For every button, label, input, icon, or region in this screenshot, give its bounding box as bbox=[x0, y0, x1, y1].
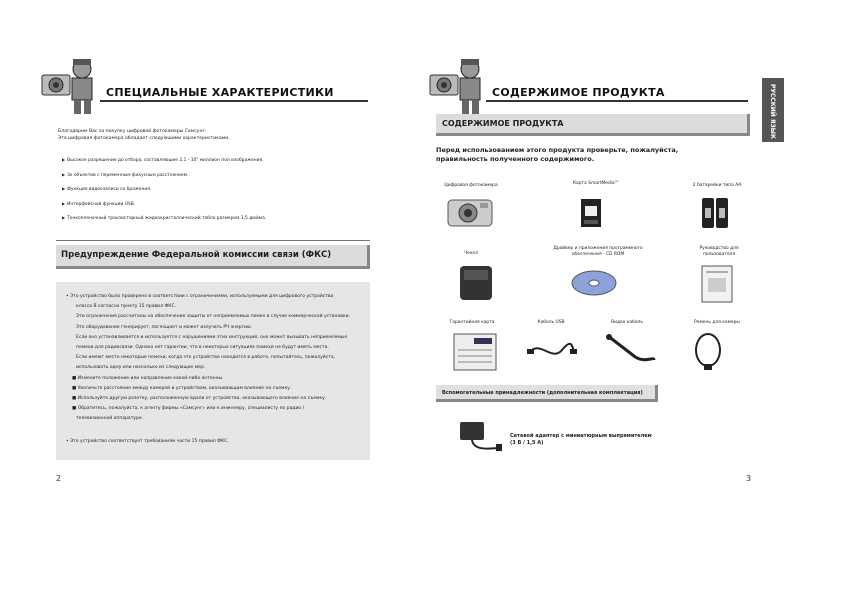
feature-text: Функция видеозаписи со бражения. bbox=[67, 187, 152, 192]
bullet-arrow-icon: ▶ bbox=[62, 171, 66, 177]
list-item bbox=[62, 182, 266, 197]
fcc-line: Это оборудование генерирует, поглощает и может излучать РЧ энергию. bbox=[76, 324, 253, 330]
page-title: СПЕЦИАЛЬНЫЕ ХАРАКТЕРИСТИКИ bbox=[106, 86, 334, 99]
bullet-arrow-icon: ▶ bbox=[62, 200, 66, 206]
cd-icon bbox=[570, 268, 618, 298]
fcc-line: Если имеют место некоторые помехи, когда это устройство находится в работе, попытайтесь, пожалуйста, bbox=[76, 355, 336, 361]
fcc-line: ■ Обратитесь, пожалуйста, к агенту фирмы «Самсунг» или к инженеру, специалисту по радио / bbox=[72, 406, 305, 412]
fcc-heading: Предупреждение Федеральной комиссии связи (ФКС) bbox=[61, 250, 332, 260]
feature-text: Высокое разрешение до отбора, составляющее 2,1 - 10" миллион пол изображения. bbox=[67, 158, 264, 163]
camera-mascot-icon bbox=[40, 55, 102, 117]
intro-line: Благодарим Вас за покупку цифровой фотокамеры Самсунг. bbox=[58, 129, 207, 134]
case-icon bbox=[456, 262, 496, 304]
manual-icon bbox=[700, 264, 734, 304]
language-tab-label: РУССКИЙ ЯЗЫК bbox=[769, 84, 776, 139]
adapter-caption-line: Сетевой адаптер с миниатюрным выпрямителем bbox=[510, 433, 652, 439]
item-caption: Чехол bbox=[464, 251, 478, 256]
contents-heading: СОДЕРЖИМОЕ ПРОДУКТА bbox=[442, 119, 564, 128]
item-caption: Видео кабель bbox=[611, 320, 643, 325]
strap-icon bbox=[690, 330, 726, 372]
item-caption: 2 батарейки типа АА bbox=[692, 183, 742, 188]
bullet-arrow-icon: ▶ bbox=[62, 215, 66, 220]
title-underline bbox=[486, 100, 748, 102]
feature-text: 3x объектив с переменным фокусным расстоянием. bbox=[67, 172, 189, 178]
list-item bbox=[62, 197, 266, 212]
fcc-notice-box bbox=[56, 282, 370, 460]
bullet-dot-icon: • bbox=[66, 294, 71, 299]
bullet-dot-icon: • bbox=[66, 438, 71, 444]
list-item bbox=[62, 168, 266, 183]
bullet-arrow-icon: ▶ bbox=[62, 157, 66, 162]
fcc-line: помехи для радиосвязи. Однако нет гарантии, что в некоторых ситуациях помехи не будут иметь места. bbox=[76, 345, 329, 351]
language-tab bbox=[762, 78, 784, 142]
fcc-line: • Это устройство было проверено в соответствии с ограничениями, используемыми для цифрового устройства bbox=[66, 294, 334, 299]
video-cable-icon bbox=[604, 332, 658, 366]
fcc-line: ■ Увеличьте расстояние между камерой и устройством, оказывающим влияние на съемку. bbox=[72, 385, 292, 391]
item-caption: Руководство для пользователя bbox=[699, 246, 739, 257]
accessories-bar bbox=[436, 385, 658, 402]
adapter-caption bbox=[510, 433, 652, 447]
item-caption: Ремень для камеры bbox=[694, 320, 740, 325]
page-title: СОДЕРЖИМОЕ ПРОДУКТА bbox=[492, 86, 665, 99]
item-caption: Карта SmartMedia™ bbox=[572, 181, 620, 186]
title-underline bbox=[100, 100, 368, 102]
fcc-line: ■ Используйте другую розетку, расположенную вдали от устройства, оказывающего влияние на съемку. bbox=[72, 396, 327, 402]
camera-mascot-icon bbox=[428, 55, 490, 117]
memory-card-icon bbox=[580, 198, 602, 228]
square-bullet-icon: ■ bbox=[72, 385, 78, 391]
fcc-line: ■ Измените положение или направление какой-либо антенны. bbox=[72, 375, 224, 381]
feature-list bbox=[62, 153, 266, 226]
notice-line: Перед использованием этого продукта проверьте, пожалуйста, bbox=[436, 146, 679, 154]
divider bbox=[56, 240, 370, 241]
accessories-heading: Вспомогательные принадлежности (дополнительная комплектация) bbox=[442, 390, 643, 396]
square-bullet-icon: ■ bbox=[72, 396, 78, 402]
fcc-line: использовать одну или несколько из следующих мер. bbox=[76, 365, 206, 371]
item-caption: Гарантийная карта bbox=[449, 320, 495, 325]
square-bullet-icon: ■ bbox=[72, 406, 78, 412]
list-item bbox=[62, 153, 266, 168]
item-caption: Кабель USB bbox=[537, 320, 565, 325]
fcc-final-line: • Это устройство соответствует требованиям части 15 правил ФКС. bbox=[66, 438, 229, 444]
contents-notice bbox=[436, 146, 678, 164]
fcc-line: класса B согласно пункту 15 правил ФКС. bbox=[76, 304, 177, 310]
notice-line: правильность полученного содержимого. bbox=[436, 155, 595, 163]
warranty-card-icon bbox=[452, 332, 498, 372]
feature-text: Интерфейсной функции USB. bbox=[67, 201, 136, 207]
page-number: 3 bbox=[746, 474, 752, 483]
item-caption: Цифровая фотокамера bbox=[444, 183, 498, 188]
feature-text: Тонкопленочный транзисторный жидкокристаллический табло размером 1,5 дюйма. bbox=[67, 216, 267, 221]
fcc-line: Если оно устанавливается и используется с нарушениями этих инструкций, оно может вызывать неприемлемые bbox=[76, 334, 348, 340]
intro-line: Эта цифровая фотокамера обладает следующими характеристиками. bbox=[58, 136, 230, 141]
bullet-arrow-icon: ▶ bbox=[62, 186, 66, 191]
batteries-icon bbox=[700, 196, 730, 230]
page-number: 2 bbox=[56, 474, 62, 483]
camera-icon bbox=[446, 194, 494, 230]
fcc-line: телевизионной аппаратуре. bbox=[76, 416, 144, 422]
adapter-caption-line: (3 В / 1,5 А) bbox=[510, 440, 544, 446]
ac-adapter-icon bbox=[456, 418, 504, 454]
list-item bbox=[62, 211, 266, 226]
square-bullet-icon: ■ bbox=[72, 375, 78, 381]
contents-banner bbox=[436, 114, 750, 136]
fcc-banner bbox=[56, 245, 370, 269]
item-caption: Драйвер и приложения программного обеспечения - CD ROM bbox=[553, 246, 643, 257]
fcc-line: Эти ограничения рассчитаны на обеспечение защиты от неприемлемых помех в случае коммерческой установки. bbox=[76, 314, 350, 320]
usb-cable-icon bbox=[526, 338, 578, 364]
intro-text bbox=[58, 128, 358, 142]
